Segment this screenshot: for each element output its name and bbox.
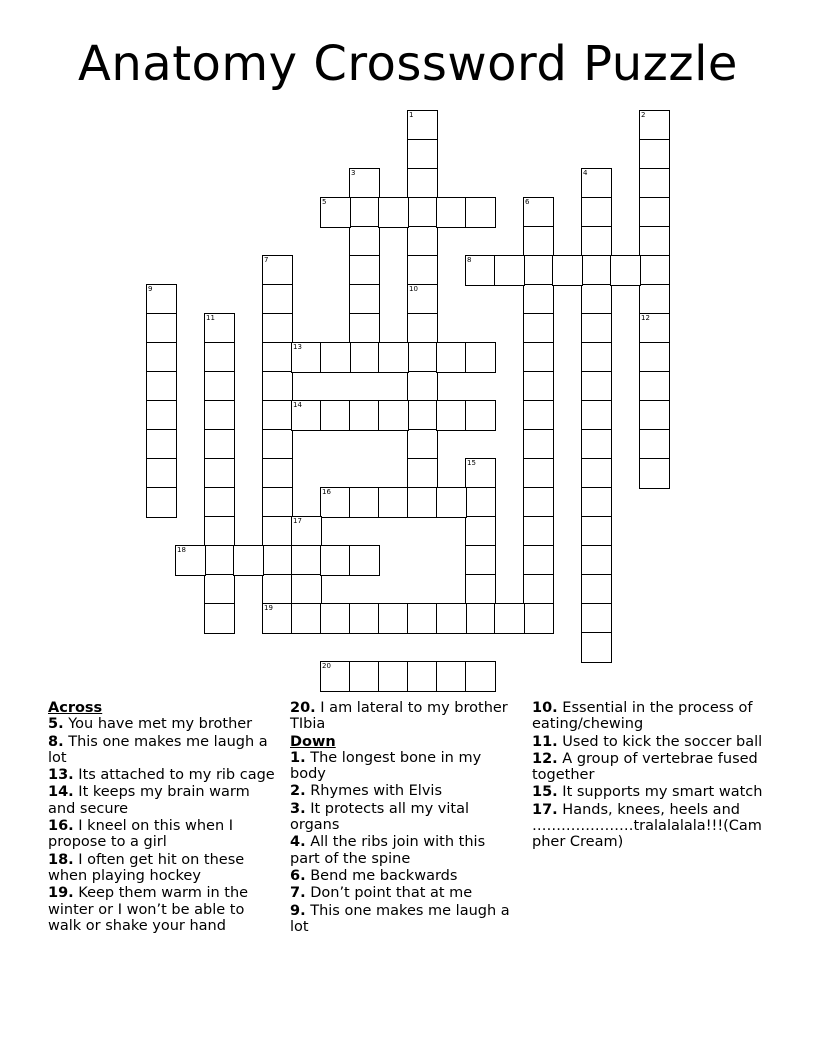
grid-cell[interactable] (407, 487, 438, 518)
grid-cell[interactable] (581, 487, 612, 518)
grid-cell[interactable] (639, 400, 670, 431)
grid-cell[interactable] (146, 313, 177, 344)
grid-cell[interactable] (320, 400, 351, 431)
clue-number-label: 17 (293, 517, 302, 525)
clue-number-label: 16 (322, 488, 331, 496)
grid-cell[interactable] (204, 545, 235, 576)
grid-cell[interactable] (146, 342, 177, 373)
grid-cell[interactable] (407, 371, 438, 402)
grid-cell[interactable] (581, 255, 612, 286)
grid-cell[interactable] (494, 603, 525, 634)
grid-cell[interactable] (204, 603, 235, 634)
grid-cell[interactable] (523, 371, 554, 402)
clue-across-5: 5. You have met my brother (48, 716, 253, 733)
clue-number-label: 18 (177, 546, 186, 554)
grid-cell[interactable] (349, 168, 380, 199)
grid-cell[interactable] (639, 429, 670, 460)
grid-cell[interactable] (349, 400, 380, 431)
clue-down-9: 9. This one makes me laugh a lot (290, 902, 510, 935)
clues-column-2 (290, 700, 518, 936)
grid-cell[interactable] (378, 197, 409, 228)
grid-cell[interactable] (465, 487, 496, 518)
grid-cell[interactable] (407, 400, 438, 431)
grid-cell[interactable] (581, 168, 612, 199)
grid-cell[interactable] (349, 342, 380, 373)
clue-number-label: 7 (264, 256, 269, 264)
grid-cell[interactable] (291, 545, 322, 576)
down-heading: Down (290, 733, 336, 750)
grid-cell[interactable] (320, 342, 351, 373)
grid-cell[interactable] (639, 313, 670, 344)
clue-number-label: 20 (322, 662, 331, 670)
grid-cell[interactable] (523, 458, 554, 489)
grid-cell[interactable] (320, 197, 351, 228)
clue-down-7: 7. Don’t point that at me (290, 885, 473, 902)
grid-cell[interactable] (581, 284, 612, 315)
grid-cell[interactable] (581, 632, 612, 663)
grid-cell[interactable] (407, 110, 438, 141)
grid-cell[interactable] (378, 342, 409, 373)
clue-number-label: 3 (351, 169, 356, 177)
grid-cell[interactable] (610, 255, 641, 286)
grid-cell[interactable] (378, 400, 409, 431)
grid-cell[interactable] (262, 400, 293, 431)
grid-cell[interactable] (204, 487, 235, 518)
grid-cell[interactable] (465, 603, 496, 634)
grid-cell[interactable] (523, 487, 554, 518)
clue-number-label: 4 (583, 169, 588, 177)
grid-cell[interactable] (639, 255, 670, 286)
grid-cell[interactable] (407, 661, 438, 692)
grid-cell[interactable] (523, 342, 554, 373)
grid-cell[interactable] (523, 284, 554, 315)
clue-down-4: 4. All the ribs join with this part of the spine (290, 834, 486, 867)
grid-cell[interactable] (175, 545, 206, 576)
grid-cell[interactable] (407, 168, 438, 199)
grid-cell[interactable] (291, 603, 322, 634)
grid-cell[interactable] (639, 197, 670, 228)
grid-cell[interactable] (581, 458, 612, 489)
clue-down-12: 12. A group of vertebrae fused together (532, 750, 758, 784)
grid-cell[interactable] (204, 313, 235, 344)
grid-cell[interactable] (407, 429, 438, 460)
clue-across-20: 20. I am lateral to my brother TIbia (290, 700, 508, 733)
grid-cell[interactable] (349, 661, 380, 692)
clue-number-label: 1 (409, 111, 414, 119)
across-heading: Across (48, 700, 103, 716)
grid-cell[interactable] (407, 313, 438, 344)
clue-down-10: 10. Essential in the process of eating/chewing (532, 700, 753, 733)
clue-down-2: 2. Rhymes with Elvis (290, 783, 443, 800)
clue-down-17: 17. Hands, knees, heels and …………………tralalalala!!!(Campher Cream) (532, 801, 762, 851)
grid-cell[interactable] (262, 603, 293, 634)
grid-cell[interactable] (436, 400, 467, 431)
clue-number-label: 6 (525, 198, 530, 206)
grid-cell[interactable] (320, 603, 351, 634)
grid-cell[interactable] (204, 342, 235, 373)
clue-across-14: 14. It keeps my brain warm and secure (48, 784, 250, 817)
clue-down-11: 11. Used to kick the soccer ball (532, 733, 763, 750)
clues-column-3 (532, 700, 768, 852)
grid-cell[interactable] (291, 342, 322, 373)
grid-cell[interactable] (146, 429, 177, 460)
clue-across-16: 16. I kneel on this when I propose to a girl (48, 818, 234, 851)
clue-number-label: 13 (293, 343, 302, 351)
grid-cell[interactable] (146, 487, 177, 518)
grid-cell[interactable] (465, 516, 496, 547)
grid-cell[interactable] (204, 458, 235, 489)
clue-down-15: 15. It supports my smart watch (532, 784, 763, 801)
grid-cell[interactable] (581, 516, 612, 547)
grid-cell[interactable] (639, 168, 670, 199)
clue-number-label: 2 (641, 111, 646, 119)
grid-cell[interactable] (465, 197, 496, 228)
grid-cell[interactable] (639, 284, 670, 315)
grid-cell[interactable] (581, 342, 612, 373)
grid-cell[interactable] (378, 603, 409, 634)
grid-cell[interactable] (436, 603, 467, 634)
grid-cell[interactable] (262, 487, 293, 518)
grid-cell[interactable] (494, 255, 525, 286)
grid-cell[interactable] (262, 255, 293, 286)
grid-cell[interactable] (523, 255, 554, 286)
grid-cell[interactable] (146, 458, 177, 489)
clue-down-3: 3. It protects all my vital organs (290, 800, 470, 834)
grid-cell[interactable] (581, 313, 612, 344)
clue-number-label: 10 (409, 285, 418, 293)
clue-number-label: 5 (322, 198, 327, 206)
grid-cell[interactable] (349, 603, 380, 634)
grid-cell[interactable] (581, 545, 612, 576)
clue-number-label: 19 (264, 604, 273, 612)
grid-cell[interactable] (320, 545, 351, 576)
grid-cell[interactable] (146, 400, 177, 431)
grid-cell[interactable] (262, 284, 293, 315)
grid-cell[interactable] (349, 197, 380, 228)
clue-down-1: 1. The longest bone in my body (290, 749, 482, 783)
grid-cell[interactable] (639, 342, 670, 373)
grid-cell[interactable] (581, 400, 612, 431)
grid-cell[interactable] (146, 284, 177, 315)
grid-cell[interactable] (407, 226, 438, 257)
grid-cell[interactable] (233, 545, 264, 576)
grid-cell[interactable] (465, 400, 496, 431)
grid-cell[interactable] (349, 487, 380, 518)
clue-across-13: 13. Its attached to my rib cage (48, 767, 275, 784)
clue-across-19: 19. Keep them warm in the winter or I won’t be able to walk or shake your hand (48, 885, 249, 934)
grid-cell[interactable] (581, 197, 612, 228)
grid-cell[interactable] (436, 487, 467, 518)
grid-cell[interactable] (291, 574, 322, 605)
grid-cell[interactable] (146, 371, 177, 402)
grid-cell[interactable] (639, 371, 670, 402)
clue-across-8: 8. This one makes me laugh a lot (48, 733, 268, 766)
grid-cell[interactable] (436, 342, 467, 373)
clue-down-6: 6. Bend me backwards (290, 867, 458, 884)
grid-cell[interactable] (523, 516, 554, 547)
grid-cell[interactable] (581, 574, 612, 605)
grid-cell[interactable] (407, 284, 438, 315)
grid-cell[interactable] (204, 516, 235, 547)
grid-cell[interactable] (262, 429, 293, 460)
grid-cell[interactable] (581, 603, 612, 634)
grid-cell[interactable] (465, 458, 496, 489)
grid-cell[interactable] (407, 342, 438, 373)
grid-cell[interactable] (407, 139, 438, 170)
grid-cell[interactable] (262, 574, 293, 605)
clue-number-label: 14 (293, 401, 302, 409)
grid-cell[interactable] (523, 545, 554, 576)
grid-cell[interactable] (204, 371, 235, 402)
grid-cell[interactable] (639, 139, 670, 170)
clue-number-label: 8 (467, 256, 472, 264)
grid-cell[interactable] (639, 226, 670, 257)
grid-cell[interactable] (581, 429, 612, 460)
clues-column-1 (48, 700, 280, 935)
grid-cell[interactable] (349, 313, 380, 344)
grid-cell[interactable] (378, 487, 409, 518)
grid-cell[interactable] (523, 429, 554, 460)
grid-cell[interactable] (320, 487, 351, 518)
grid-cell[interactable] (291, 400, 322, 431)
grid-cell[interactable] (407, 603, 438, 634)
grid-cell[interactable] (204, 574, 235, 605)
grid-cell[interactable] (465, 545, 496, 576)
grid-cell[interactable] (204, 400, 235, 431)
grid-cell[interactable] (639, 458, 670, 489)
grid-cell[interactable] (262, 371, 293, 402)
grid-cell[interactable] (349, 255, 380, 286)
clue-number-label: 9 (148, 285, 153, 293)
grid-cell[interactable] (262, 545, 293, 576)
grid-cell[interactable] (436, 197, 467, 228)
page-title: Anatomy Crossword Puzzle (78, 36, 738, 92)
grid-cell[interactable] (552, 255, 583, 286)
clue-number-label: 12 (641, 314, 650, 322)
grid-cell[interactable] (523, 400, 554, 431)
grid-cell[interactable] (523, 226, 554, 257)
grid-cell[interactable] (523, 574, 554, 605)
grid-cell[interactable] (204, 429, 235, 460)
grid-cell[interactable] (436, 661, 467, 692)
clue-across-18: 18. I often get hit on these when playing hockey (48, 851, 245, 884)
grid-cell[interactable] (581, 371, 612, 402)
grid-cell[interactable] (378, 661, 409, 692)
grid-cell[interactable] (639, 110, 670, 141)
grid-cell[interactable] (523, 197, 554, 228)
grid-cell[interactable] (465, 342, 496, 373)
grid-cell[interactable] (349, 226, 380, 257)
grid-cell[interactable] (320, 661, 351, 692)
grid-cell[interactable] (262, 458, 293, 489)
grid-cell[interactable] (465, 255, 496, 286)
grid-cell[interactable] (407, 255, 438, 286)
grid-cell[interactable] (349, 284, 380, 315)
grid-cell[interactable] (407, 458, 438, 489)
grid-cell[interactable] (349, 545, 380, 576)
clue-number-label: 15 (467, 459, 476, 467)
grid-cell[interactable] (291, 516, 322, 547)
clue-number-label: 11 (206, 314, 215, 322)
grid-cell[interactable] (523, 313, 554, 344)
grid-cell[interactable] (581, 226, 612, 257)
grid-cell[interactable] (407, 197, 438, 228)
grid-cell[interactable] (262, 516, 293, 547)
grid-cell[interactable] (262, 342, 293, 373)
grid-cell[interactable] (465, 661, 496, 692)
grid-cell[interactable] (262, 313, 293, 344)
grid-cell[interactable] (523, 603, 554, 634)
grid-cell[interactable] (465, 574, 496, 605)
